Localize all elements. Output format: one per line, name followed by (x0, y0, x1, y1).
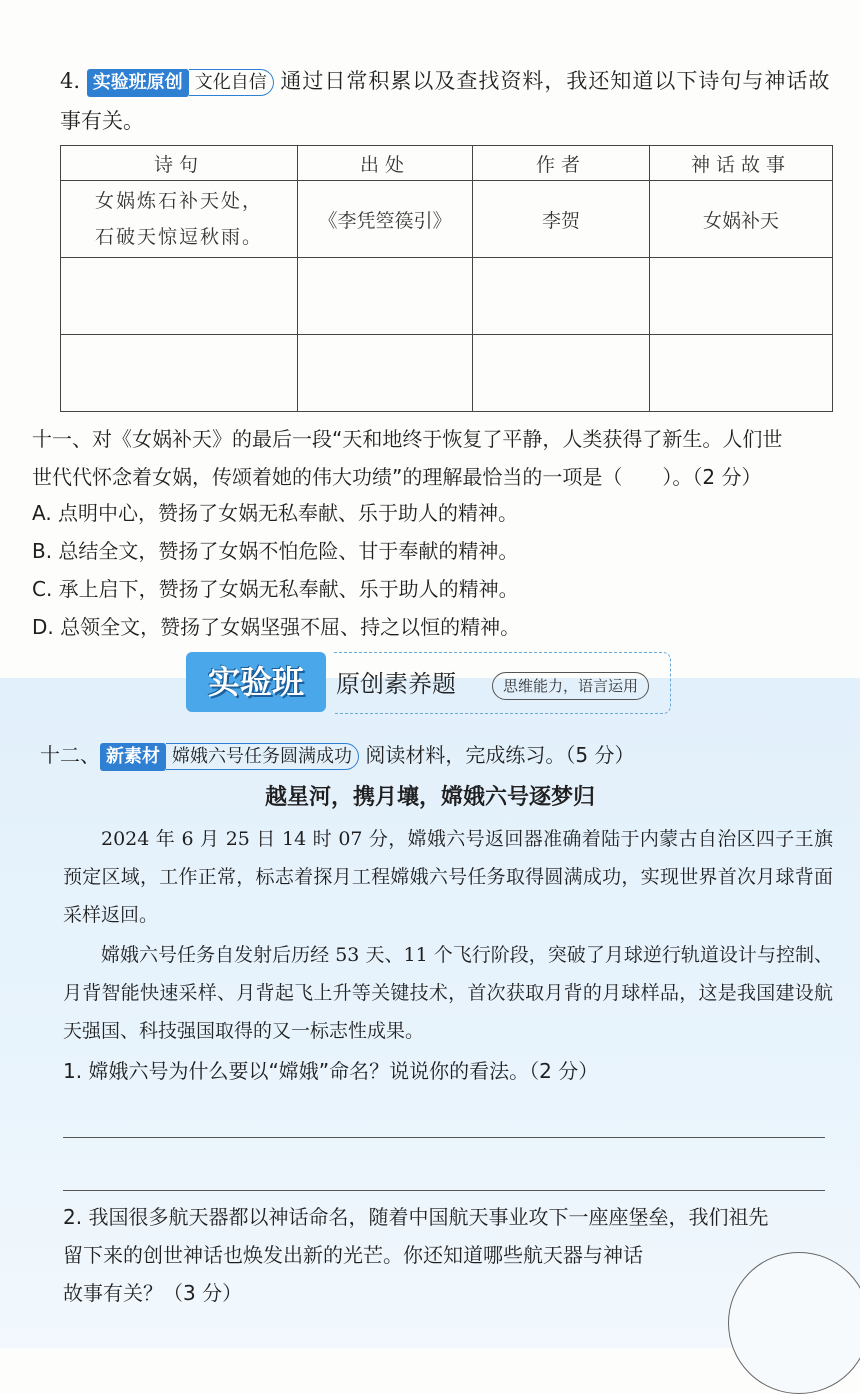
poem-cell (61, 181, 298, 258)
q4-tag: 实验班原创 (87, 69, 189, 97)
myth-cell[interactable] (650, 258, 833, 335)
myth-cell: 女娲补天 (650, 181, 833, 258)
banner-sub-label: 原创素养题 (336, 670, 456, 698)
header-source: 出处 (298, 146, 473, 181)
author-cell: 李贺 (473, 181, 650, 258)
banner-main-label: 实验班 (186, 652, 326, 712)
source-cell[interactable] (298, 258, 473, 335)
poem-line2: 石破天惊逗秋雨。 (94, 226, 263, 248)
option-b[interactable]: B. 总结全文，赞扬了女娲不怕危险、甘于奉献的精神。 (32, 539, 519, 563)
option-c[interactable]: C. 承上启下，赞扬了女娲无私奉献、乐于助人的精神。 (32, 577, 519, 601)
poem-cell[interactable] (61, 258, 298, 335)
header-myth: 神话故事 (650, 146, 833, 181)
q12-tag: 新素材 (100, 743, 166, 771)
sub-question-2-line2: 留下来的创世神话也焕发出新的光芒。你还知道哪些航天器与神话 (63, 1243, 643, 1267)
q4-header (60, 66, 850, 97)
q12-number: 十二、 (40, 743, 100, 767)
author-cell[interactable] (473, 258, 650, 335)
sub-question-2 (63, 1198, 843, 1312)
q4-text-line1: 通过日常积累以及查找资料，我还知道以下诗句与神话故 (280, 69, 831, 93)
source-cell[interactable] (298, 335, 473, 412)
q12-topic: 嫦娥六号任务圆满成功 (166, 743, 359, 770)
answer-line[interactable] (63, 1137, 825, 1138)
source-cell: 《李凭箜篌引》 (298, 181, 473, 258)
sub-question-1: 1. 嫦娥六号为什么要以“嫦娥”命名？说说你的看法。（2 分） (63, 1059, 599, 1083)
section-banner (186, 652, 674, 726)
poem-table-header (61, 146, 833, 181)
q11-options (32, 494, 832, 646)
option-a[interactable]: A. 点明中心，赞扬了女娲无私奉献、乐于助人的精神。 (32, 501, 519, 525)
answer-line[interactable] (63, 1190, 825, 1191)
article-paragraph-1: 2024 年 6 月 25 日 14 时 07 分，嫦娥六号返回器准确着陆于内蒙古自治区四子王旗预定区域，工作正常，标志着探月工程嫦娥六号任务取得圆满成功，实现世界首次月球背面采样返回。 (63, 828, 833, 926)
poem-table (60, 145, 833, 412)
sub-question-2-line3: 故事有关？（3 分） (63, 1281, 243, 1305)
q12-header (40, 738, 634, 772)
sub-question-2-line1: 2. 我国很多航天器都以神话命名，随着中国航天事业攻下一座座堡垒，我们祖先 (63, 1205, 769, 1229)
article-paragraph-2: 嫦娥六号任务自发射后历经 53 天、11 个飞行阶段，突破了月球逆行轨道设计与控制、月背智能快速采样、月背起飞上升等关键技术，首次获取月背的月球样品，这是我国建设航天强国、科技强国取得的又一标志性成果。 (63, 944, 833, 1042)
author-cell[interactable] (473, 335, 650, 412)
header-author: 作者 (473, 146, 650, 181)
table-row (61, 258, 833, 335)
q4-text-line2: 事有关。 (60, 109, 144, 133)
q4-number: 4. (60, 69, 81, 93)
q4-topic: 文化自信 (189, 69, 274, 96)
header-poem: 诗句 (61, 146, 298, 181)
myth-cell[interactable] (650, 335, 833, 412)
article-title: 越星河，携月壤，嫦娥六号逐梦归 (264, 785, 595, 810)
poem-line1: 女娲炼石补天处， (94, 190, 263, 212)
q11-question (32, 420, 847, 496)
table-row (61, 335, 833, 412)
q11-line1: 十一、对《女娲补天》的最后一段“天和地终于恢复了平静，人类获得了新生。人们世 (32, 427, 783, 451)
q11-line2: 世代代怀念着女娲，传颂着她的伟大功绩”的理解最恰当的一项是（ ）。（2 分） (32, 465, 762, 489)
banner-pill: 思维能力，语言运用 (492, 672, 649, 700)
option-d[interactable]: D. 总领全文，赞扬了女娲坚强不屈、持之以恒的精神。 (32, 615, 521, 639)
q12-instruction: 阅读材料，完成练习。（5 分） (365, 743, 635, 767)
poem-cell[interactable] (61, 335, 298, 412)
table-row (61, 181, 833, 258)
